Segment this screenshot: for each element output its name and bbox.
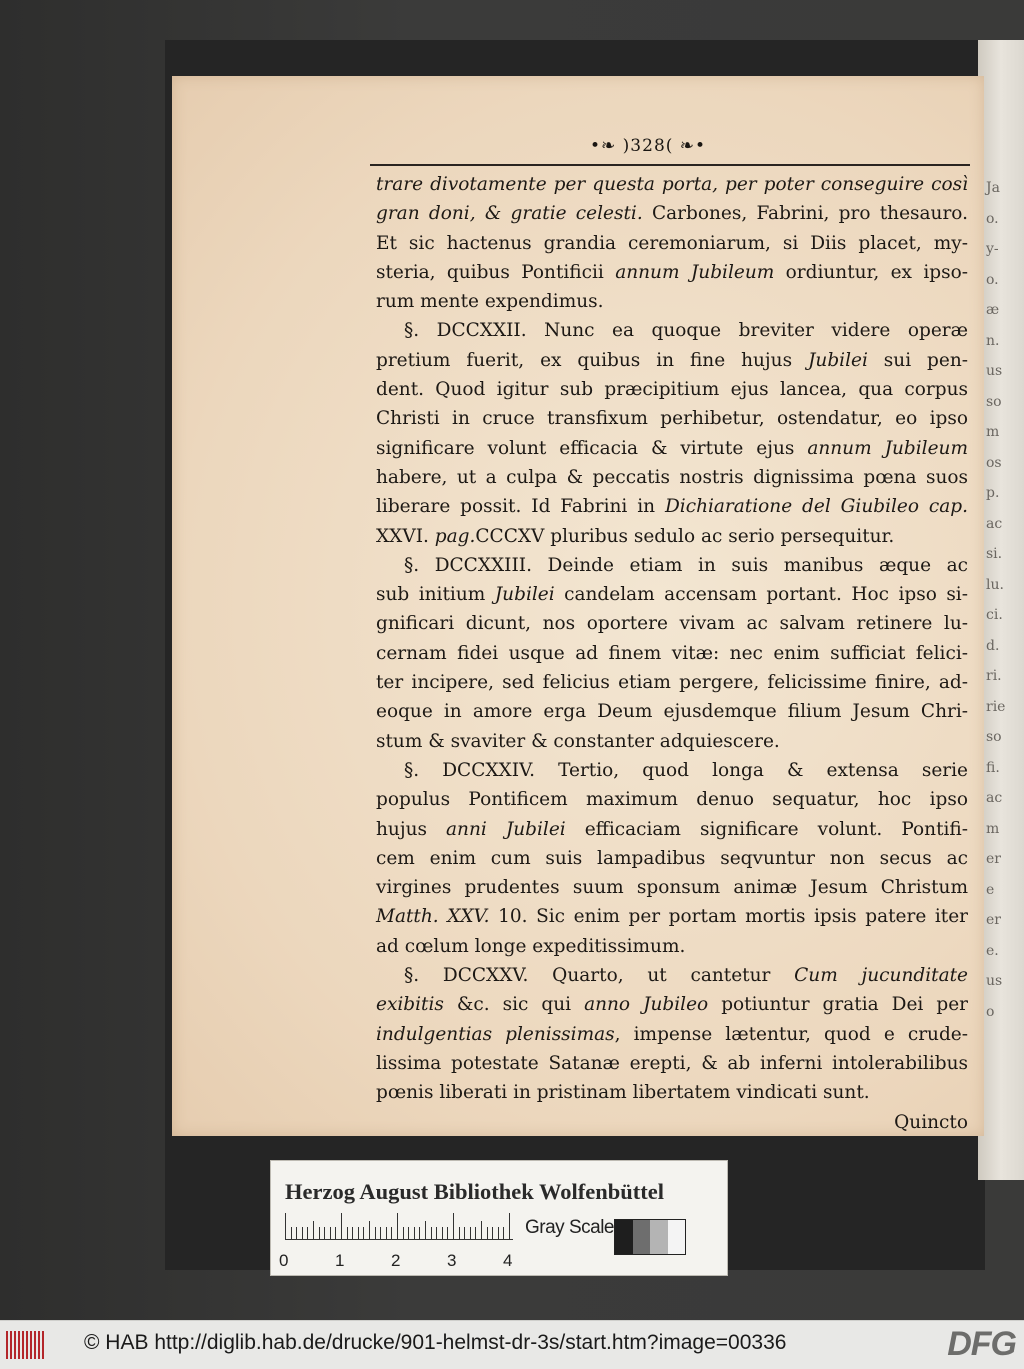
gray-scale-swatches	[614, 1219, 686, 1255]
next-page-fragment: o.	[986, 210, 999, 227]
ruler-tick	[352, 1227, 353, 1239]
ruler-tick	[509, 1213, 510, 1239]
text-line: pretium fuerit, ex quibus in fine hujus Jubilei sui pen-	[376, 349, 968, 371]
color-scale-card	[270, 1160, 728, 1276]
text-line: populus Pontificem maximum denuo sequatur, hoc ipso	[376, 789, 968, 811]
text-line: habere, ut a culpa & peccatis nostris dignissima pœna suos	[376, 466, 968, 488]
running-head: •❧ )328( ❧•	[590, 136, 707, 156]
text-line: exibitis &c. sic qui anno Jubileo potiuntur gratia Dei per	[376, 994, 968, 1016]
next-page-fragment: o	[986, 1003, 995, 1020]
ruler-tick	[302, 1227, 303, 1239]
next-page-fragment: ri.	[986, 668, 1002, 684]
ruler-tick	[464, 1227, 465, 1239]
ruler-tick	[369, 1221, 370, 1239]
text-line: indulgentias plenissimas, impense lætentur, quod e crude-	[376, 1023, 968, 1045]
ruler-digit: 0	[279, 1251, 289, 1270]
ruler-digit: 1	[335, 1251, 345, 1270]
next-page-fragment: us	[986, 973, 1003, 989]
next-page-fragment: y-	[986, 241, 999, 257]
copyright-url[interactable]: © HAB http://diglib.hab.de/drucke/901-helmst-dr-3s/start.htm?image=00336	[84, 1331, 787, 1354]
ruler-tick	[296, 1227, 297, 1239]
text-line: Et sic hactenus grandia ceremoniarum, si Diis placet, my-	[376, 232, 968, 254]
next-page-fragment: fi.	[986, 759, 1000, 776]
ruler-tick	[503, 1227, 504, 1239]
ruler-tick	[375, 1227, 376, 1239]
text-line: hujus anni Jubilei efficaciam significare volunt. Pontifi-	[376, 818, 969, 840]
text-line: stum & svaviter & constanter adquiescere.	[376, 730, 780, 752]
ruler-tick	[397, 1213, 398, 1239]
ruler-tick	[313, 1221, 314, 1239]
next-page-fragment: m	[986, 820, 1000, 837]
ruler-tick	[341, 1213, 342, 1239]
ruler	[285, 1213, 513, 1240]
ruler-tick	[291, 1227, 292, 1239]
text-line: dent. Quod igitur sub præcipitium ejus lancea, qua corpus	[376, 379, 968, 401]
text-line: ter incipere, sed felicius etiam pergere, felicissime finire, ad-	[376, 672, 968, 694]
text-line: rum mente expendimus.	[376, 291, 604, 313]
next-page-fragment: er	[986, 851, 1001, 867]
next-page-fragment: n.	[986, 332, 1000, 349]
text-line: sub initium Jubilei candelam accensam portant. Hoc ipso si-	[376, 584, 968, 606]
ruler-tick	[285, 1213, 286, 1239]
next-page-fragment: e	[986, 881, 995, 898]
text-line: ad cœlum longe expeditissimum.	[376, 935, 686, 957]
text-line: §. DCCXXIII. Deinde etiam in suis manibus æque ac	[404, 554, 968, 576]
next-page-fragment: ci.	[986, 607, 1003, 623]
ruler-tick	[442, 1227, 443, 1239]
ruler-tick	[436, 1227, 437, 1239]
footer-bar	[0, 1320, 1024, 1369]
ruler-tick	[363, 1227, 364, 1239]
gray-swatch	[633, 1220, 651, 1254]
dfg-logo: DFG	[947, 1325, 1016, 1363]
next-page-fragment: so	[986, 729, 1002, 745]
next-page-fragment: ac	[986, 790, 1003, 806]
ruler-tick	[307, 1227, 308, 1239]
text-line: §. DCCXXV. Quarto, ut cantetur Cum jucunditate	[404, 965, 968, 987]
ruler-tick	[459, 1227, 460, 1239]
next-page-fragment: Ja	[986, 180, 1000, 196]
next-page-fragment: d.	[986, 637, 1000, 654]
text-line: XXVI. pag.CCCXV pluribus sedulo ac serio persequitur.	[376, 525, 895, 547]
text-line: gnificari dicunt, nos oportere vivam ac salvam retinere lu-	[376, 613, 968, 635]
next-page-fragment: er	[986, 912, 1001, 928]
ruler-digits	[279, 1251, 519, 1271]
ruler-tick	[470, 1227, 471, 1239]
ruler-tick	[358, 1227, 359, 1239]
ruler-tick	[414, 1227, 415, 1239]
ruler-digit: 3	[447, 1251, 457, 1270]
ruler-tick	[403, 1227, 404, 1239]
next-page-fragment: so	[986, 393, 1002, 410]
text-line: eoque in amore erga Deum ejusdemque filium Jesum Chri-	[376, 701, 968, 723]
next-page-fragment: p.	[986, 485, 1000, 501]
ruler-tick	[453, 1213, 454, 1239]
ruler-tick	[419, 1227, 420, 1239]
next-page-fragment: m	[986, 424, 1000, 440]
ruler-digit: 4	[503, 1251, 513, 1270]
ruler-digit: 2	[391, 1251, 401, 1270]
text-line: cem enim cum suis lampadibus seqvuntur non secus ac	[376, 847, 968, 869]
gray-swatch	[668, 1220, 686, 1254]
ruler-tick	[324, 1227, 325, 1239]
text-line: trare divotamente per questa porta, per poter conseguire così	[376, 174, 968, 195]
next-page-fragment: lu.	[986, 576, 1004, 593]
ruler-tick	[330, 1227, 331, 1239]
next-page-fragment: æ	[986, 302, 1000, 318]
catchword: Quincto	[894, 1111, 968, 1133]
ruler-tick	[335, 1227, 336, 1239]
text-line: §. DCCXXIV. Tertio, quod longa & extensa serie	[404, 759, 968, 781]
next-page-fragment: o.	[986, 271, 999, 288]
ruler-tick	[380, 1227, 381, 1239]
header-rule	[370, 164, 970, 166]
next-page-fragment: us	[986, 363, 1003, 379]
ruler-tick	[487, 1227, 488, 1239]
gray-scale-label: Gray Scale	[525, 1217, 614, 1238]
text-line: steria, quibus Pontificii annum Jubileum ordiuntur, ex ipso-	[376, 261, 968, 283]
ruler-tick	[319, 1227, 320, 1239]
hab-logo-icon	[6, 1331, 46, 1359]
text-line: Matth. XXV. 10. Sic enim per portam mortis ipsis patere iter	[376, 906, 968, 928]
text-line: lissima potestate Satanæ erepti, & ab inferni intolerabilibus	[376, 1052, 968, 1074]
next-page-fragment: rie	[986, 698, 1006, 715]
gray-swatch	[615, 1220, 633, 1254]
text-line: liberare possit. Id Fabrini in Dichiaratione del Giubileo cap.	[376, 496, 968, 518]
ruler-tick	[475, 1227, 476, 1239]
page-text	[376, 170, 968, 1137]
ruler-tick	[481, 1221, 482, 1239]
text-line: pœnis liberati in pristinam libertatem vindicati sunt.	[376, 1082, 870, 1104]
text-line: virgines prudentes suum sponsum animæ Jesum Christum	[376, 877, 968, 899]
ruler-tick	[425, 1221, 426, 1239]
library-name: Herzog August Bibliothek Wolfenbüttel	[285, 1179, 664, 1204]
next-page-fragment: si.	[986, 546, 1003, 562]
text-line: significare volunt efficacia & virtute ejus annum Jubileum	[376, 437, 968, 459]
ruler-tick	[447, 1227, 448, 1239]
ruler-tick	[391, 1227, 392, 1239]
ruler-tick	[431, 1227, 432, 1239]
ruler-tick	[386, 1227, 387, 1239]
ruler-tick	[347, 1227, 348, 1239]
text-line: Christi in cruce transfixum perhibetur, ostendatur, eo ipso	[376, 408, 968, 430]
next-page-fragment: os	[986, 454, 1002, 471]
text-line: gran doni, & gratie celesti. Carbones, Fabrini, pro thesauro.	[376, 203, 968, 225]
next-page-fragment: ac	[986, 515, 1003, 532]
next-page-fragment: e.	[986, 942, 999, 959]
ruler-tick	[492, 1227, 493, 1239]
next-page-edge	[978, 40, 1024, 1180]
ruler-tick	[498, 1227, 499, 1239]
ruler-tick	[408, 1227, 409, 1239]
text-line: cernam fidei usque ad finem vitæ: nec enim sufficiat felici-	[376, 642, 968, 664]
gray-swatch	[650, 1220, 668, 1254]
text-line: §. DCCXXII. Nunc ea quoque breviter videre operæ	[404, 320, 968, 342]
